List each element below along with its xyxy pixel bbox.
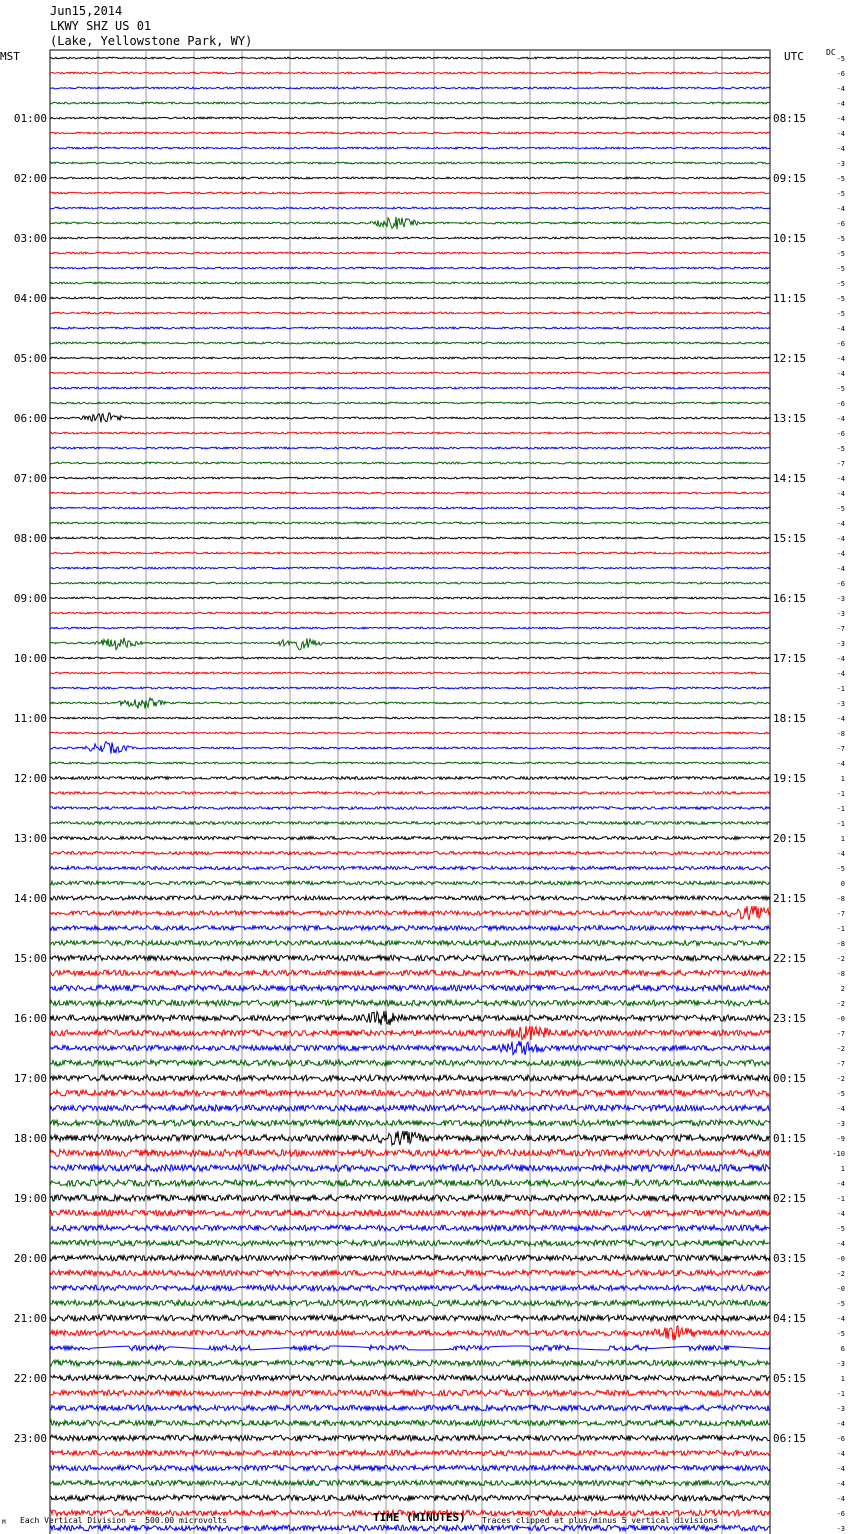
dc-offset-value: -6 xyxy=(836,220,845,228)
trace-row-85 xyxy=(50,1326,770,1340)
dc-offset-value: -3 xyxy=(836,610,845,618)
dc-offset-value: -7 xyxy=(836,1030,845,1038)
trace-row-84 xyxy=(50,1315,770,1321)
dc-offset-value: 1 xyxy=(840,1165,845,1173)
dc-offset-value: -3 xyxy=(836,1405,845,1413)
dc-offset-value: -2 xyxy=(836,1000,845,1008)
dc-offset-value: -6 xyxy=(836,430,845,438)
mst-hour-label: 12:00 xyxy=(13,772,47,785)
trace-row-68 xyxy=(50,1075,770,1081)
dc-offset-value: 6 xyxy=(840,1345,845,1353)
dc-offset-value: -4 xyxy=(836,1240,845,1248)
trace-row-47 xyxy=(50,762,770,764)
dc-offset-value: -6 xyxy=(836,70,845,78)
trace-row-96 xyxy=(50,1495,770,1501)
dc-offset-value: -4 xyxy=(836,520,845,528)
utc-hour-label: 05:15 xyxy=(773,1372,807,1385)
trace-row-24 xyxy=(50,413,770,423)
dc-offset-value: -4 xyxy=(836,1180,845,1188)
plot-date: Jun15,2014 xyxy=(50,4,123,18)
trace-row-60 xyxy=(50,955,770,960)
trace-row-8 xyxy=(50,177,770,179)
mst-hour-label: 22:00 xyxy=(13,1372,47,1385)
dc-offset-value: -6 xyxy=(836,340,845,348)
dc-offset-value: -5 xyxy=(836,1300,845,1308)
trace-row-9 xyxy=(50,192,770,194)
mst-hour-label: 23:00 xyxy=(13,1432,47,1445)
trace-row-54 xyxy=(50,866,770,869)
dc-offset-value: -5 xyxy=(836,235,845,243)
trace-row-10 xyxy=(50,207,770,209)
trace-row-23 xyxy=(50,402,770,404)
trace-row-12 xyxy=(50,237,770,239)
dc-offset-value: -8 xyxy=(836,970,845,978)
dc-offset-value: -8 xyxy=(836,940,845,948)
utc-hour-label: 00:15 xyxy=(773,1072,807,1085)
utc-hour-label: 18:15 xyxy=(773,712,807,725)
trace-row-89 xyxy=(50,1390,770,1396)
trace-row-74 xyxy=(50,1165,770,1172)
trace-row-13 xyxy=(50,252,770,254)
scale-note: Each Vertical Division = 500.00 microvolts xyxy=(20,1516,228,1525)
dc-offset-value: -1 xyxy=(836,925,845,933)
utc-hour-label: 02:15 xyxy=(773,1192,807,1205)
left-timezone-label: MST xyxy=(0,50,20,63)
utc-hour-label: 20:15 xyxy=(773,832,807,845)
mst-hour-label: 02:00 xyxy=(13,172,47,185)
dc-offset-value: -6 xyxy=(836,400,845,408)
utc-hour-label: 12:15 xyxy=(773,352,807,365)
trace-row-78 xyxy=(50,1225,770,1231)
dc-offset-value: 0 xyxy=(840,880,845,888)
trace-row-43 xyxy=(50,698,770,709)
trace-row-58 xyxy=(50,926,770,931)
dc-offset-value: -1 xyxy=(836,1195,845,1203)
dc-offset-value: -5 xyxy=(836,265,845,273)
dc-offset-value: -4 xyxy=(836,145,845,153)
dc-offset-value: -2 xyxy=(836,1045,845,1053)
dc-offset-value: -5 xyxy=(836,190,845,198)
trace-row-82 xyxy=(50,1285,770,1291)
dc-offset-value: -4 xyxy=(836,370,845,378)
dc-offset-value: -4 xyxy=(836,475,845,483)
trace-row-16 xyxy=(50,297,770,299)
trace-row-95 xyxy=(50,1480,770,1485)
mst-hour-label: 18:00 xyxy=(13,1132,47,1145)
trace-row-65 xyxy=(50,1026,770,1040)
mst-hour-label: 05:00 xyxy=(13,352,47,365)
dc-offset-value: -5 xyxy=(836,310,845,318)
utc-hour-label: 22:15 xyxy=(773,952,807,965)
trace-row-40 xyxy=(50,657,770,659)
trace-row-17 xyxy=(50,312,770,314)
trace-row-81 xyxy=(50,1270,770,1276)
trace-row-14 xyxy=(50,267,770,269)
trace-row-87 xyxy=(50,1360,770,1366)
dc-offset-value: -9 xyxy=(836,1135,845,1143)
trace-row-5 xyxy=(50,132,770,134)
mst-hour-label: 15:00 xyxy=(13,952,47,965)
dc-offset-value: -3 xyxy=(836,1360,845,1368)
dc-offset-value: -6 xyxy=(836,1435,845,1443)
utc-hour-label: 09:15 xyxy=(773,172,807,185)
dc-offset-value: -7 xyxy=(836,1060,845,1068)
trace-row-39 xyxy=(50,638,770,650)
dc-offset-value: -2 xyxy=(836,955,845,963)
trace-row-49 xyxy=(50,792,770,795)
trace-row-94 xyxy=(50,1465,770,1470)
dc-offset-value: -5 xyxy=(836,250,845,258)
trace-row-51 xyxy=(50,822,770,825)
trace-row-70 xyxy=(50,1105,770,1111)
clip-note: Traces clipped at plus/minus 5 vertical divisions xyxy=(482,1516,719,1525)
mst-hour-label: 10:00 xyxy=(13,652,47,665)
trace-row-25 xyxy=(50,432,770,434)
dc-offset-value: -1 xyxy=(836,820,845,828)
dc-offset-value: 1 xyxy=(840,775,845,783)
dc-offset-value: -3 xyxy=(836,160,845,168)
utc-hour-label: 23:15 xyxy=(773,1012,807,1025)
utc-hour-label: 06:15 xyxy=(773,1432,807,1445)
dc-offset-value: -4 xyxy=(836,850,845,858)
trace-row-31 xyxy=(50,522,770,524)
mst-hour-label: 11:00 xyxy=(13,712,47,725)
dc-offset-value: -5 xyxy=(836,505,845,513)
utc-hour-label: 13:15 xyxy=(773,412,807,425)
trace-row-83 xyxy=(50,1300,770,1306)
dc-offset-value: -4 xyxy=(836,760,845,768)
dc-offset-value: -5 xyxy=(836,445,845,453)
trace-row-32 xyxy=(50,537,770,539)
mst-hour-label: 21:00 xyxy=(13,1312,47,1325)
dc-offset-value: -4 xyxy=(836,130,845,138)
trace-row-69 xyxy=(50,1090,770,1096)
trace-row-11 xyxy=(50,217,770,230)
mst-hour-label: 19:00 xyxy=(13,1192,47,1205)
dc-offset-value: -5 xyxy=(836,280,845,288)
trace-row-20 xyxy=(50,357,770,359)
utc-hour-label: 01:15 xyxy=(773,1132,807,1145)
mst-hour-label: 14:00 xyxy=(13,892,47,905)
dc-offset-value: -5 xyxy=(836,295,845,303)
trace-row-52 xyxy=(50,836,770,839)
mst-hour-label: 09:00 xyxy=(13,592,47,605)
utc-hour-label: 16:15 xyxy=(773,592,807,605)
utc-hour-label: 11:15 xyxy=(773,292,807,305)
trace-row-59 xyxy=(50,941,770,946)
dc-offset-value: -5 xyxy=(836,55,845,63)
trace-row-72 xyxy=(50,1131,770,1145)
trace-row-26 xyxy=(50,447,770,449)
trace-row-6 xyxy=(50,147,770,149)
dc-offset-value: -4 xyxy=(836,490,845,498)
trace-row-61 xyxy=(50,970,770,976)
mst-hour-label: 01:00 xyxy=(13,112,47,125)
trace-row-56 xyxy=(50,896,770,900)
station-id: LKWY SHZ US 01 xyxy=(50,19,152,33)
mst-hour-label: 04:00 xyxy=(13,292,47,305)
trace-row-90 xyxy=(50,1405,770,1411)
dc-offset-value: -7 xyxy=(836,625,845,633)
dc-offset-value: 2 xyxy=(840,985,845,993)
trace-row-67 xyxy=(50,1060,770,1066)
trace-row-18 xyxy=(50,327,770,329)
trace-row-88 xyxy=(50,1375,770,1381)
trace-row-36 xyxy=(50,597,770,599)
dc-offset-value: -0 xyxy=(836,1285,845,1293)
dc-offset-value: -4 xyxy=(836,85,845,93)
dc-offset-value: -7 xyxy=(836,910,845,918)
utc-hour-label: 19:15 xyxy=(773,772,807,785)
utc-hour-label: 08:15 xyxy=(773,112,807,125)
dc-offset-value: -4 xyxy=(836,565,845,573)
dc-offset-value: -4 xyxy=(836,355,845,363)
dc-offset-value: -4 xyxy=(836,1495,845,1503)
trace-row-57 xyxy=(50,906,770,920)
trace-row-53 xyxy=(50,851,770,854)
trace-row-46 xyxy=(50,742,770,754)
dc-offset-header: DC xyxy=(826,48,836,57)
dc-offset-value: -5 xyxy=(836,175,845,183)
dc-offset-value: -5 xyxy=(836,1330,845,1338)
dc-offset-value: 1 xyxy=(840,1375,845,1383)
trace-row-4 xyxy=(50,117,770,119)
trace-row-55 xyxy=(50,881,770,885)
trace-row-86 xyxy=(50,1345,770,1350)
trace-row-93 xyxy=(50,1450,770,1455)
utc-hour-label: 15:15 xyxy=(773,532,807,545)
trace-row-45 xyxy=(50,732,770,734)
trace-row-75 xyxy=(50,1180,770,1186)
trace-row-64 xyxy=(50,1011,770,1025)
dc-offset-value: -2 xyxy=(836,1270,845,1278)
dc-offset-value: -4 xyxy=(836,535,845,543)
x-axis-title: TIME (MINUTES) xyxy=(373,1511,466,1524)
trace-row-3 xyxy=(50,102,770,104)
trace-row-77 xyxy=(50,1210,770,1216)
trace-row-48 xyxy=(50,777,770,780)
trace-row-1 xyxy=(50,72,770,74)
trace-row-19 xyxy=(50,342,770,344)
dc-offset-value: -5 xyxy=(836,385,845,393)
dc-offset-value: -4 xyxy=(836,1465,845,1473)
dc-offset-value: -4 xyxy=(836,205,845,213)
trace-row-98 xyxy=(50,1525,770,1531)
trace-row-44 xyxy=(50,717,770,719)
dc-offset-value: 1 xyxy=(840,835,845,843)
trace-row-33 xyxy=(50,552,770,554)
right-timezone-label: UTC xyxy=(784,50,804,63)
dc-offset-value: -3 xyxy=(836,595,845,603)
trace-row-34 xyxy=(50,567,770,569)
dc-offset-value: -4 xyxy=(836,100,845,108)
dc-offset-value: -3 xyxy=(836,700,845,708)
dc-offset-value: -5 xyxy=(836,1225,845,1233)
trace-row-41 xyxy=(50,672,770,674)
utc-hour-label: 10:15 xyxy=(773,232,807,245)
dc-offset-value: -4 xyxy=(836,1480,845,1488)
station-location: (Lake, Yellowstone Park, WY) xyxy=(50,34,253,48)
trace-row-21 xyxy=(50,372,770,374)
dc-offset-value: -6 xyxy=(836,580,845,588)
dc-offset-value: -5 xyxy=(836,865,845,873)
dc-offset-value: -4 xyxy=(836,325,845,333)
trace-row-63 xyxy=(50,1000,770,1006)
dc-offset-value: -7 xyxy=(836,745,845,753)
mst-hour-label: 08:00 xyxy=(13,532,47,545)
trace-row-2 xyxy=(50,87,770,89)
dc-offset-value: -1 xyxy=(836,1390,845,1398)
trace-row-7 xyxy=(50,162,770,164)
trace-row-79 xyxy=(50,1240,770,1246)
trace-row-38 xyxy=(50,627,770,629)
trace-row-15 xyxy=(50,282,770,284)
mst-hour-label: 20:00 xyxy=(13,1252,47,1265)
trace-row-76 xyxy=(50,1195,770,1201)
utc-hour-label: 21:15 xyxy=(773,892,807,905)
dc-offset-value: -0 xyxy=(836,1255,845,1263)
utc-hour-label: 17:15 xyxy=(773,652,807,665)
dc-offset-value: -2 xyxy=(836,1075,845,1083)
trace-row-29 xyxy=(50,492,770,494)
trace-row-42 xyxy=(50,687,770,689)
dc-offset-value: -8 xyxy=(836,730,845,738)
mst-hour-label: 17:00 xyxy=(13,1072,47,1085)
trace-row-71 xyxy=(50,1120,770,1126)
trace-row-30 xyxy=(50,507,770,509)
trace-row-91 xyxy=(50,1420,770,1426)
trace-row-62 xyxy=(50,985,770,991)
mst-hour-label: 16:00 xyxy=(13,1012,47,1025)
dc-offset-value: -0 xyxy=(836,1015,845,1023)
mst-hour-label: 13:00 xyxy=(13,832,47,845)
trace-row-0 xyxy=(50,57,770,59)
mst-hour-label: 06:00 xyxy=(13,412,47,425)
dc-offset-value: -6 xyxy=(836,1510,845,1518)
dc-offset-value: -8 xyxy=(836,895,845,903)
mst-hour-label: 07:00 xyxy=(13,472,47,485)
dc-offset-value: -1 xyxy=(836,805,845,813)
dc-offset-value: -1 xyxy=(836,685,845,693)
dc-offset-value: -4 xyxy=(836,1210,845,1218)
dc-offset-value: -3 xyxy=(836,1525,845,1533)
dc-offset-value: -4 xyxy=(836,1420,845,1428)
trace-row-73 xyxy=(50,1150,770,1157)
dc-offset-value: -4 xyxy=(836,655,845,663)
dc-offset-value: -3 xyxy=(836,640,845,648)
utc-hour-label: 04:15 xyxy=(773,1312,807,1325)
dc-offset-value: -5 xyxy=(836,1090,845,1098)
dc-offset-value: -4 xyxy=(836,415,845,423)
trace-row-92 xyxy=(50,1435,770,1441)
dc-offset-value: -4 xyxy=(836,550,845,558)
dc-offset-value: -7 xyxy=(836,460,845,468)
trace-row-27 xyxy=(50,462,770,464)
trace-row-66 xyxy=(50,1041,770,1055)
dc-offset-value: -4 xyxy=(836,715,845,723)
dc-offset-value: -4 xyxy=(836,1105,845,1113)
dc-offset-value: -10 xyxy=(832,1150,845,1158)
dc-offset-value: -1 xyxy=(836,790,845,798)
trace-row-35 xyxy=(50,582,770,584)
corner-mark: M xyxy=(2,1519,6,1526)
trace-row-50 xyxy=(50,807,770,810)
dc-offset-value: -4 xyxy=(836,1450,845,1458)
dc-offset-value: -3 xyxy=(836,1120,845,1128)
dc-offset-value: -4 xyxy=(836,1315,845,1323)
dc-offset-value: -4 xyxy=(836,670,845,678)
trace-row-80 xyxy=(50,1255,770,1261)
utc-hour-label: 14:15 xyxy=(773,472,807,485)
utc-hour-label: 03:15 xyxy=(773,1252,807,1265)
trace-row-37 xyxy=(50,612,770,614)
trace-row-22 xyxy=(50,387,770,389)
trace-row-28 xyxy=(50,477,770,479)
dc-offset-value: -4 xyxy=(836,115,845,123)
mst-hour-label: 03:00 xyxy=(13,232,47,245)
